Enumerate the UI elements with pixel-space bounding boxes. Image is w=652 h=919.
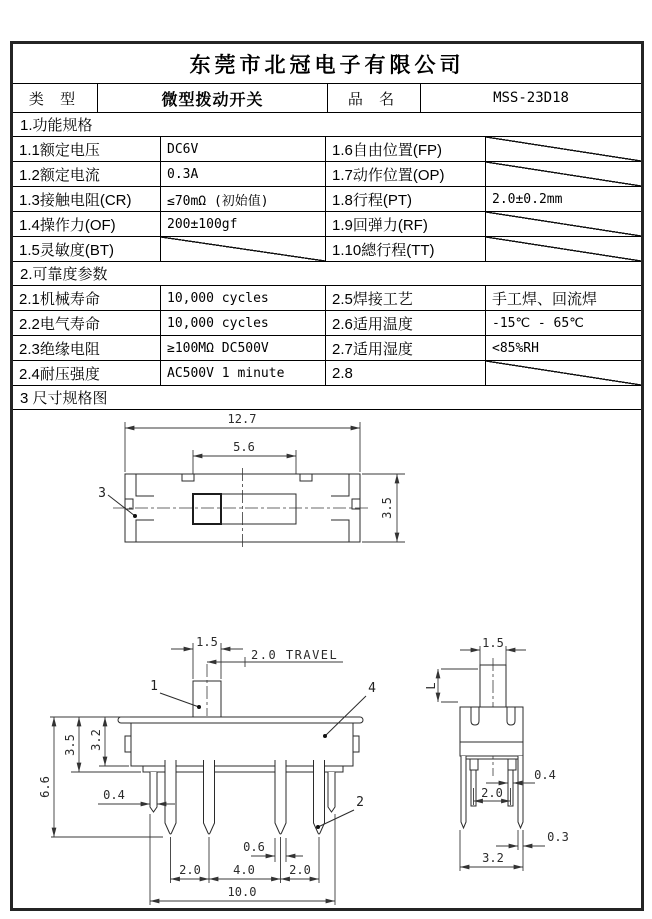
dim-top-knob-width: 5.6 xyxy=(233,440,255,454)
spec-value-na xyxy=(486,137,641,161)
spec-label: 2.2电气寿命 xyxy=(13,311,161,335)
dim-front-pitch-left: 2.0 xyxy=(179,863,201,877)
dim-front-inner-height: 3.2 xyxy=(89,729,103,751)
dim-front-foot-width: 0.4 xyxy=(103,788,125,802)
company-title: 东莞市北冠电子有限公司 xyxy=(13,44,641,84)
dim-side-body-width: 3.2 xyxy=(482,851,504,865)
spec-label: 1.4操作力(OF) xyxy=(13,212,161,236)
spec-value: 10,000 cycles xyxy=(161,286,326,310)
spec-label: 2.8 xyxy=(326,361,486,385)
part-label-3: 3 xyxy=(98,486,106,501)
dim-side-knob-width: 1.5 xyxy=(482,636,504,650)
terminal-pin xyxy=(275,760,286,834)
spec-label: 2.1机械寿命 xyxy=(13,286,161,310)
terminal-pin xyxy=(165,760,176,834)
dim-side-pin-pitch: 2.0 xyxy=(481,786,503,800)
meta-row xyxy=(13,84,641,113)
type-label: 类 型 xyxy=(13,84,98,112)
table-row xyxy=(13,162,641,187)
spec-label: 1.3接触电阻(CR) xyxy=(13,187,161,211)
spec-value: <85%RH xyxy=(492,340,539,356)
spec-label: 1.7动作位置(OP) xyxy=(326,162,486,186)
section3-title: 3 尺寸规格图 xyxy=(13,386,641,410)
spec-value-na xyxy=(486,162,641,186)
dim-side-knob-height: L xyxy=(424,682,438,690)
side-leg-right xyxy=(518,756,523,828)
spec-label: 2.3绝缘电阻 xyxy=(13,336,161,360)
product-name-label: 品 名 xyxy=(328,84,421,112)
spec-value: ≥100MΩ DC500V xyxy=(161,336,326,360)
table-row xyxy=(13,137,641,162)
leader-dot xyxy=(316,825,320,829)
mount-foot-left xyxy=(150,772,157,812)
spec-label: 1.5灵敏度(BT) xyxy=(13,237,161,261)
spec-value: 10,000 cycles xyxy=(161,311,326,335)
spec-label: 1.2额定电流 xyxy=(13,162,161,186)
dim-front-total-height: 6.6 xyxy=(38,776,52,798)
body-side-tab-left xyxy=(125,736,131,752)
dim-front-pitch-mid: 4.0 xyxy=(233,863,255,877)
body-side-tab-right xyxy=(353,736,359,752)
spec-label: 1.1额定电压 xyxy=(13,137,161,161)
part-label-1: 1 xyxy=(150,679,158,694)
dim-top-depth: 3.5 xyxy=(380,497,394,519)
spec-label: 1.10總行程(TT) xyxy=(326,237,486,261)
table-row xyxy=(13,212,641,237)
part-label-2: 2 xyxy=(356,795,364,810)
spec-label: 2.7适用湿度 xyxy=(326,336,486,360)
switch-body-side-outline xyxy=(460,707,523,756)
spec-label: 2.4耐压强度 xyxy=(13,361,161,385)
side-foot-left xyxy=(470,759,478,770)
spec-value: DC6V xyxy=(161,137,326,161)
section1-title: 1.功能规格 xyxy=(13,113,641,137)
spec-value: 200±100gf xyxy=(161,212,326,236)
spec-value: 手工焊、回流焊 xyxy=(492,290,598,308)
top-view xyxy=(98,412,405,548)
front-view xyxy=(38,635,376,905)
spec-value-na xyxy=(161,237,326,261)
spec-value: 2.0±0.2mm xyxy=(492,191,563,207)
table-row xyxy=(13,187,641,212)
side-view xyxy=(424,636,569,871)
side-foot-right xyxy=(508,759,516,770)
spec-value-na xyxy=(486,361,641,385)
section2-title: 2.可靠度参数 xyxy=(13,262,641,286)
leader-dot xyxy=(197,705,201,709)
spec-value: -15℃ - 65℃ xyxy=(492,315,584,331)
dimension-drawing xyxy=(13,410,641,919)
dim-side-leg-thickness: 0.3 xyxy=(547,830,569,844)
dim-front-total-width: 10.0 xyxy=(227,885,257,899)
dim-front-body-height: 3.5 xyxy=(63,734,77,756)
dim-front-travel: 2.0 TRAVEL xyxy=(251,648,339,662)
table-row xyxy=(13,361,641,386)
datasheet-sheet xyxy=(10,41,644,911)
leader-dot xyxy=(323,734,327,738)
spec-value: AC500V 1 minute xyxy=(161,361,326,385)
spec-label: 1.9回弹力(RF) xyxy=(326,212,486,236)
leader-dot xyxy=(133,514,137,518)
table-row xyxy=(13,311,641,336)
dim-front-pin-width: 0.6 xyxy=(243,840,265,854)
terminal-pin xyxy=(314,760,325,834)
spec-label: 2.6适用温度 xyxy=(326,311,486,335)
dim-side-pin-width: 0.4 xyxy=(534,768,556,782)
spec-label: 1.6自由位置(FP) xyxy=(326,137,486,161)
spec-label: 2.5焊接工艺 xyxy=(326,286,486,310)
spec-value: 0.3A xyxy=(161,162,326,186)
switch-body-front-outline xyxy=(131,723,353,766)
product-name-value: MSS-23D18 xyxy=(493,90,569,106)
part-label-4: 4 xyxy=(368,681,376,696)
dim-front-pitch-right: 2.0 xyxy=(289,863,311,877)
spec-value: ≤70mΩ (初始值) xyxy=(161,187,326,211)
spec-label: 1.8行程(PT) xyxy=(326,187,486,211)
switch-cover-plate xyxy=(118,717,363,723)
table-row xyxy=(13,286,641,311)
table-row xyxy=(13,237,641,262)
dim-top-overall-width: 12.7 xyxy=(227,412,257,426)
type-value: 微型拨动开关 xyxy=(98,84,328,112)
mount-foot-right xyxy=(328,772,335,812)
dim-front-knob-width: 1.5 xyxy=(196,635,218,649)
side-leg-left xyxy=(461,756,466,828)
spec-value-na xyxy=(486,237,641,261)
terminal-pin xyxy=(204,760,215,834)
spec-value-na xyxy=(486,212,641,236)
table-row xyxy=(13,336,641,361)
